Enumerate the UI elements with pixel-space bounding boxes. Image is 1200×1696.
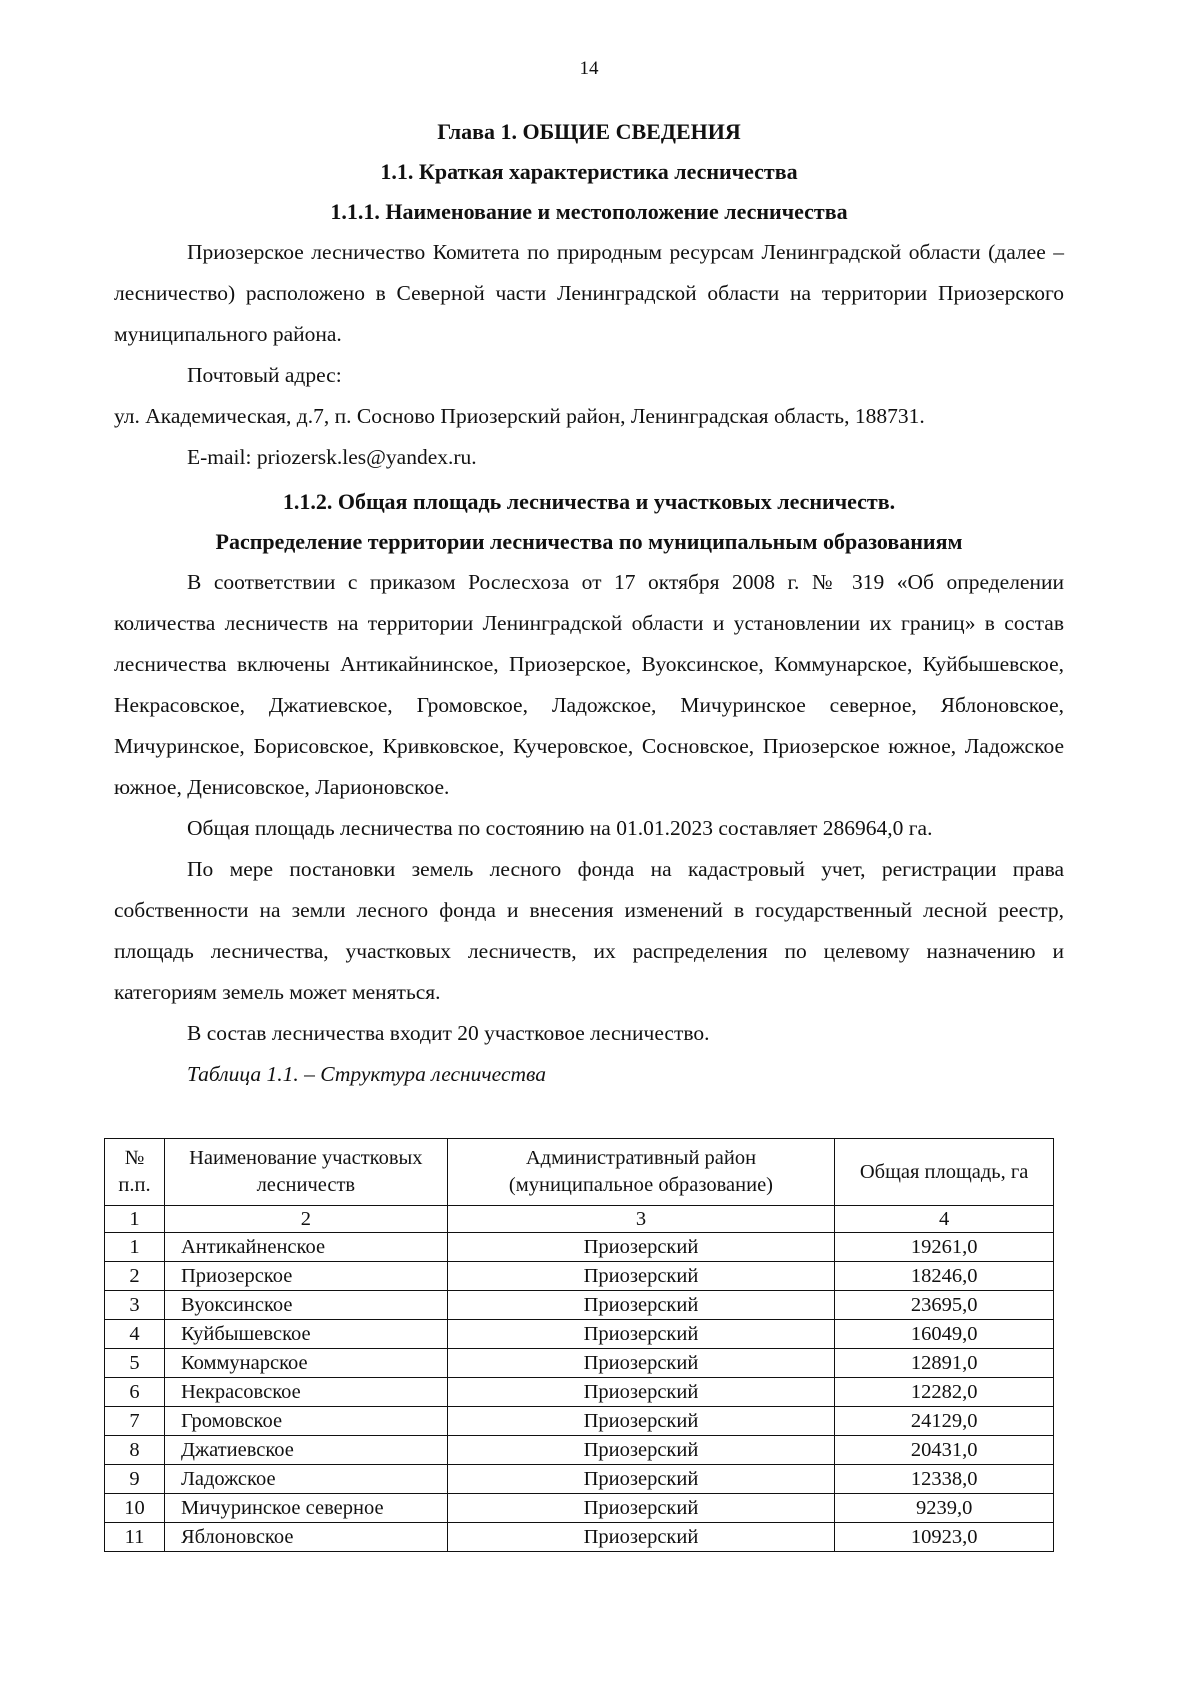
row-name-cell: Ладожское	[164, 1465, 447, 1494]
postal-address: ул. Академическая, д.7, п. Сосново Приозерский район, Ленинградская область, 188731.	[114, 404, 925, 428]
row-district-cell: Приозерский	[447, 1407, 835, 1436]
row-area-cell: 24129,0	[835, 1407, 1054, 1436]
row-district-cell: Приозерский	[447, 1523, 835, 1552]
row-area-cell: 10923,0	[835, 1523, 1054, 1552]
table-row	[105, 1349, 1054, 1378]
header-district: Административный район (муниципальное образование)	[447, 1139, 835, 1206]
row-district-cell: Приозерский	[447, 1233, 835, 1262]
header-number: № п.п.	[105, 1139, 165, 1206]
table-row	[105, 1378, 1054, 1407]
row-district-cell: Приозерский	[447, 1262, 835, 1291]
row-name-cell: Вуоксинское	[164, 1291, 447, 1320]
row-area-cell: 18246,0	[835, 1262, 1054, 1291]
table-header-row	[105, 1139, 1054, 1206]
row-area-cell: 9239,0	[835, 1494, 1054, 1523]
row-area-cell: 12282,0	[835, 1378, 1054, 1407]
row-district-cell: Приозерский	[447, 1465, 835, 1494]
structure-table-wrap	[104, 1138, 1054, 1552]
row-number-cell: 6	[105, 1378, 165, 1407]
table-row	[105, 1320, 1054, 1349]
row-name-cell: Антикайненское	[164, 1233, 447, 1262]
header-name: Наименование участковых лесничеств	[164, 1139, 447, 1206]
table-caption: Таблица 1.1. – Структура лесничества	[187, 1062, 546, 1086]
row-area-cell: 12891,0	[835, 1349, 1054, 1378]
subsection-2-title-line2: Распределение территории лесничества по муниципальным образованиям	[215, 529, 963, 554]
postal-label: Почтовый адрес:	[187, 363, 342, 387]
row-area-cell: 19261,0	[835, 1233, 1054, 1262]
row-district-cell: Приозерский	[447, 1378, 835, 1407]
subsection-1-title: 1.1.1. Наименование и местоположение лесничества	[330, 199, 848, 224]
column-index: 1	[105, 1206, 165, 1233]
document-body	[114, 112, 1064, 1095]
table-row	[105, 1523, 1054, 1552]
table-row	[105, 1494, 1054, 1523]
row-name-cell: Коммунарское	[164, 1349, 447, 1378]
row-name-cell: Мичуринское северное	[164, 1494, 447, 1523]
row-area-cell: 23695,0	[835, 1291, 1054, 1320]
row-name-cell: Джатиевское	[164, 1436, 447, 1465]
page-number: 14	[579, 58, 599, 79]
table-body	[105, 1206, 1054, 1552]
row-number-cell: 7	[105, 1407, 165, 1436]
table-row	[105, 1262, 1054, 1291]
row-number-cell: 4	[105, 1320, 165, 1349]
column-index-row	[105, 1206, 1054, 1233]
row-number-cell: 10	[105, 1494, 165, 1523]
paragraph-decree: В соответствии с приказом Рослесхоза от 17 октября 2008 г. № 319 «Об определении количества лесничеств на территории Ленинградской области и установлении их границ» в состав лесничества включены Антикайнинское, Приозерское, Вуоксинское, Коммунарское, Куйбышевское, Некрасовское, Джатиевское, Громовское, Ладожское, Мичуринское северное, Яблоновское, Мичуринское, Борисовское, Кривковское, Кучеровское, Сосновское, Приозерское южное, Ладожское южное, Денисовское, Ларионовское.	[114, 570, 1064, 799]
row-name-cell: Некрасовское	[164, 1378, 447, 1407]
row-number-cell: 3	[105, 1291, 165, 1320]
paragraph-count: В состав лесничества входит 20 участковое лесничество.	[187, 1021, 710, 1045]
section-title: 1.1. Краткая характеристика лесничества	[380, 159, 798, 184]
paragraph-cadastre: По мере постановки земель лесного фонда на кадастровый учет, регистрации права собственности на земли лесного фонда и внесения изменений в государственный лесной реестр, площадь лесничества, участковых лесничеств, их распределения по целевому назначению и категориям земель может меняться.	[114, 857, 1064, 1004]
row-number-cell: 8	[105, 1436, 165, 1465]
row-name-cell: Громовское	[164, 1407, 447, 1436]
row-name-cell: Приозерское	[164, 1262, 447, 1291]
column-index: 3	[447, 1206, 835, 1233]
row-area-cell: 12338,0	[835, 1465, 1054, 1494]
row-number-cell: 1	[105, 1233, 165, 1262]
row-district-cell: Приозерский	[447, 1494, 835, 1523]
row-name-cell: Яблоновское	[164, 1523, 447, 1552]
column-index: 4	[835, 1206, 1054, 1233]
row-name-cell: Куйбышевское	[164, 1320, 447, 1349]
row-area-cell: 20431,0	[835, 1436, 1054, 1465]
row-number-cell: 5	[105, 1349, 165, 1378]
table-row	[105, 1436, 1054, 1465]
row-district-cell: Приозерский	[447, 1320, 835, 1349]
row-area-cell: 16049,0	[835, 1320, 1054, 1349]
row-number-cell: 9	[105, 1465, 165, 1494]
subsection-1-paragraph: Приозерское лесничество Комитета по природным ресурсам Ленинградской области (далее – лесничество) расположено в Северной части Ленинградской области на территории Приозерского муниципального района.	[114, 240, 1064, 346]
row-district-cell: Приозерский	[447, 1436, 835, 1465]
column-index: 2	[164, 1206, 447, 1233]
table-row	[105, 1465, 1054, 1494]
email-line: E-mail: priozersk.les@yandex.ru.	[187, 445, 477, 469]
table-row	[105, 1407, 1054, 1436]
row-number-cell: 2	[105, 1262, 165, 1291]
header-area: Общая площадь, га	[835, 1139, 1054, 1206]
paragraph-area: Общая площадь лесничества по состоянию на 01.01.2023 составляет 286964,0 га.	[187, 816, 933, 840]
table-row	[105, 1233, 1054, 1262]
table-row	[105, 1291, 1054, 1320]
row-district-cell: Приозерский	[447, 1349, 835, 1378]
row-district-cell: Приозерский	[447, 1291, 835, 1320]
subsection-2-title-line1: 1.1.2. Общая площадь лесничества и участковых лесничеств.	[282, 489, 896, 514]
row-number-cell: 11	[105, 1523, 165, 1552]
structure-table	[104, 1138, 1054, 1552]
chapter-title: Глава 1. ОБЩИЕ СВЕДЕНИЯ	[437, 119, 741, 144]
